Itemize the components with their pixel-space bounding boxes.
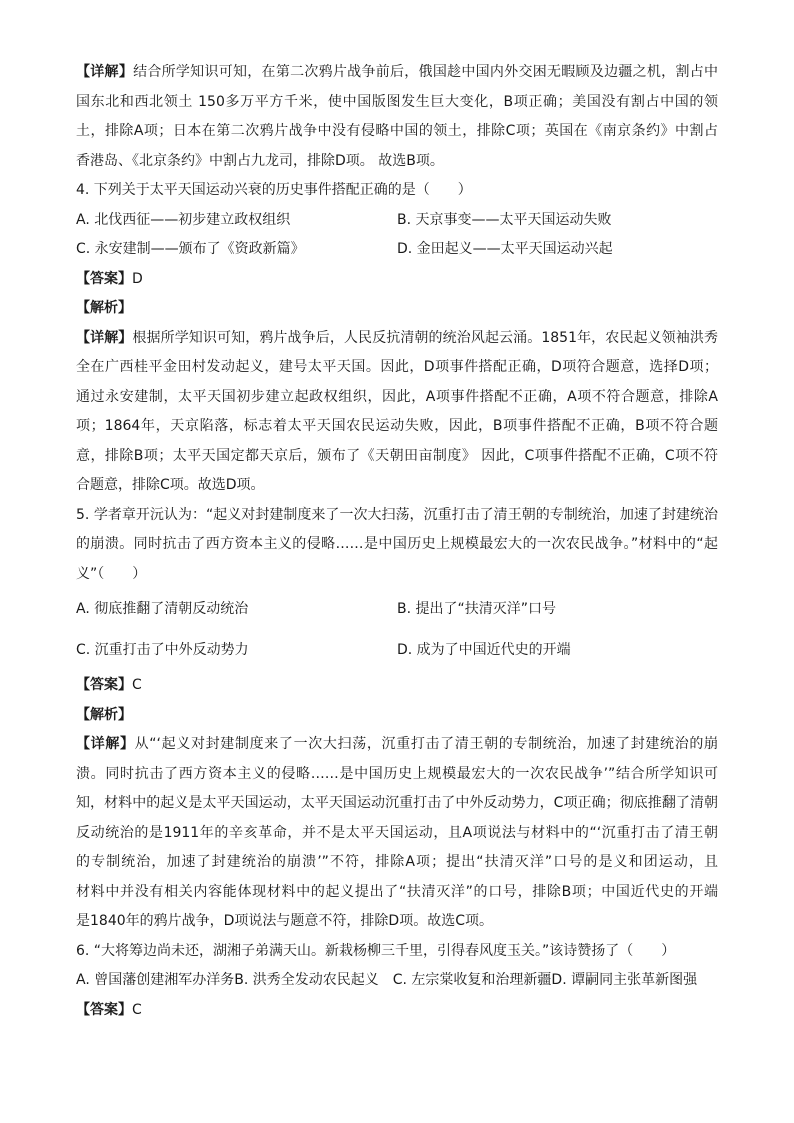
q5-detail-line-2: 溃。同时抗击了西方资本主义的侵略……是中国历史上规模最宏大的一次农民战争’”结合所学知识可 (76, 765, 718, 782)
q5-options-row-2 (76, 630, 718, 671)
q3-detail-line-4: 香港岛、《北京条约》中割占九龙司，排除D项。 故选B项。 (76, 152, 444, 169)
q4-analysis (76, 294, 718, 324)
q4-option-d: D. 金田起义——太平天国运动兴起 (397, 241, 613, 257)
q4-analysis-tag: 【解析】 (76, 300, 132, 316)
q4-detail-line-2: 全在广西桂平金田村发动起义，建号太平天国。因此，D项事件搭配正确，D项符合题意，选择D项； (76, 359, 718, 375)
q5-detail-line-6: 材料中并没有相关内容能体现材料中的起义提出了“扶清灭洋”的口号，排除B项；中国近代史的开端 (76, 883, 718, 900)
q3-detail-line-3: 土，排除A项；日本在第二次鸦片战争中没有侵略中国的领土，排除C项；英国在《南京条约》中割占 (76, 123, 718, 139)
q5-detail-line-4: 反动统治的是1911年的辛亥革命，并不是太平天国运动，且A项说法与材料中的“‘沉重打击了清王朝 (76, 824, 718, 841)
q4-detail-line-3: 通过永安建制，太平天国初步建立起政权组织，因此，A项事件搭配不正确，A项不符合题意，排除A (76, 388, 718, 405)
q6-answer-tag: 【答案】 (76, 1001, 132, 1018)
q4-detail-tag: 【详解】 (76, 329, 133, 346)
q4-detail-line-6: 合题意，排除C项。故选D项。 (76, 477, 265, 493)
q5-analysis (76, 701, 718, 731)
q5-analysis-tag: 【解析】 (76, 706, 132, 723)
q5-options-row-1 (76, 589, 718, 630)
q5-detail-line-1: 【详解】从“‘起义对封建制度来了一次大扫荡，沉重打击了清王朝的专制统治，加速了封建统治的崩 (76, 736, 718, 752)
q3-detail-tag: 【详解】 (76, 64, 134, 80)
q6-answer (76, 996, 718, 1026)
q5-stem-line-3: 义”（ ） (76, 565, 147, 582)
q5-stem-line-2: 的崩溃。同时抗击了西方资本主义的侵略……是中国历史上规模最宏大的一次农民战争。”材料中的“起 (76, 536, 718, 552)
q5-detail-line-5: 的专制统治，加速了封建统治的崩溃’”不符，排除A项；提出“扶清灭洋”口号的是义和团运动，且 (76, 854, 718, 870)
q4-options-row-2 (76, 235, 718, 265)
q5-option-c: C. 沉重打击了中外反动势力 (76, 642, 249, 658)
q5-stem-line-1: 5. 学者章开沅认为：“起义对封建制度来了一次大扫荡，沉重打击了清王朝的专制统治，加速了封建统治 (76, 506, 718, 523)
q4-stem: 4. 下列关于太平天国运动兴衰的历史事件搭配正确的是（ ） (76, 182, 472, 198)
q4-option-a: A. 北伐西征——初步建立政权组织 (76, 211, 291, 228)
q5-detail-tag: 【详解】 (76, 736, 135, 752)
q4-answer-value: D (132, 270, 143, 287)
q4-detail-line-4: 项；1864年，天京陷落，标志着太平天国农民运动失败，因此，B项事件搭配不正确，B项不符合题 (76, 418, 718, 434)
q5-option-d: D. 成为了中国近代史的开端 (397, 642, 571, 658)
q5-option-b: B. 提出了“扶清灭洋”口号 (397, 601, 557, 617)
q4-detail-line-1: 【详解】根据所学知识可知，鸦片战争后，人民反抗清朝的统治风起云涌。1851年，农民起义领袖洪秀 (76, 329, 718, 346)
q5-detail-line-7: 是1840年的鸦片战争，D项说法与题意不符，排除D项。故选C项。 (76, 913, 493, 929)
q4-answer (76, 265, 718, 295)
q3-detail-line-2: 国东北和西北领土 150多万平方千米，使中国版图发生巨大变化，B项正确；美国没有割占中国的领 (76, 93, 718, 110)
q6-options: A. 曾国藩创建湘军办洋务B. 洪秀全发动农民起义 C. 左宗棠收复和治理新疆D. 谭嗣同主张革新图强 (76, 972, 698, 988)
q4-answer-tag: 【答案】 (76, 270, 132, 287)
q4-detail-line-5: 意，排除B项；太平天国定都天京后，颁布了《天朝田亩制度》 因此，C项事件搭配不正确，C项不符 (76, 447, 718, 464)
q6-answer-value: C (132, 1001, 142, 1018)
q5-detail-line-3: 知，材料中的起义是太平天国运动，太平天国运动沉重打击了中外反动势力，C项正确；彻底推翻了清朝 (76, 795, 718, 811)
q4-option-b: B. 天京事变——太平天国运动失败 (397, 211, 612, 228)
document-page (76, 58, 718, 1025)
q6-stem: 6. “大将筹边尚未还，湖湘子弟满天山。新栽杨柳三千里，引得春风度玉关。”该诗赞扬了（ ） (76, 942, 676, 959)
q5-option-a: A. 彻底推翻了清朝反动统治 (76, 601, 249, 617)
q5-answer-value: C (132, 677, 142, 693)
q5-answer (76, 671, 718, 701)
q5-answer-tag: 【答案】 (76, 677, 132, 693)
q4-option-c: C. 永安建制——颁布了《资政新篇》 (76, 241, 305, 257)
q4-options-row-1 (76, 206, 718, 236)
q3-detail-line-1: 【详解】结合所学知识可知，在第二次鸦片战争前后，俄国趁中国内外交困无暇顾及边疆之机，割占中 (76, 64, 718, 80)
